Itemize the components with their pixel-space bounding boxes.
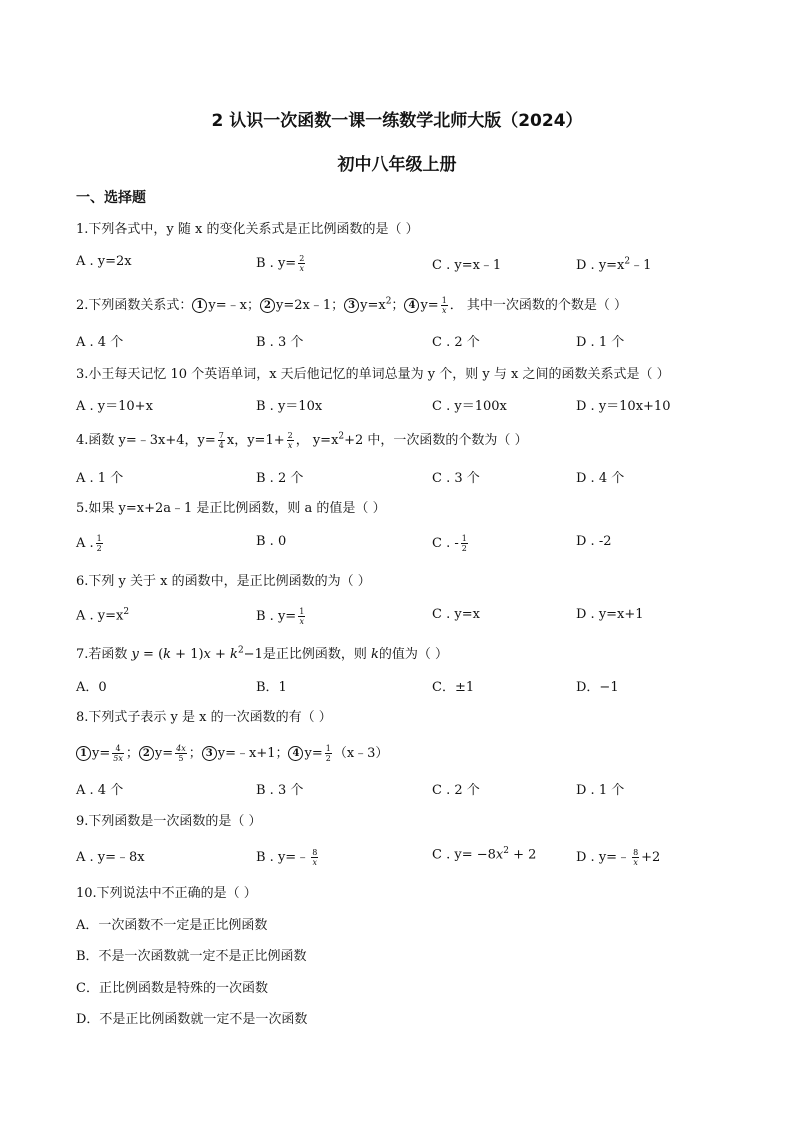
question-2-stem xyxy=(76,294,627,315)
exponent: 2 xyxy=(503,846,509,856)
option-d-suffix: +2 xyxy=(641,850,661,865)
numerator: 1 xyxy=(461,534,467,543)
question-1-options xyxy=(0,254,794,276)
option-d: D . 1 个 xyxy=(576,783,625,798)
math-var: k xyxy=(230,647,238,662)
math-var: x xyxy=(495,847,504,863)
item-3: y=x xyxy=(360,298,386,313)
stem-part-5: −1是正比例函数，则 xyxy=(243,647,371,662)
numerator: 8 xyxy=(312,848,318,857)
option-c: C . y=x﹣1 xyxy=(432,258,502,273)
fraction xyxy=(175,744,187,763)
numerator: 4 xyxy=(112,744,124,754)
option-c: C . 2 个 xyxy=(432,335,480,350)
question-7-options xyxy=(0,676,794,698)
numerator: 2 xyxy=(299,254,305,263)
item-4: y= xyxy=(420,298,439,313)
section-heading: 一、选择题 xyxy=(76,190,146,206)
stem-part-2: = ( xyxy=(138,647,164,662)
option-c: C . y＝100x xyxy=(432,399,507,414)
denominator: 5x xyxy=(113,754,123,763)
option-b-text: B . y= xyxy=(256,256,297,271)
denominator: 5 xyxy=(178,754,184,763)
option-b: B . 3 个 xyxy=(256,783,304,798)
option-b: B . y＝10x xyxy=(256,399,323,414)
option-a: A . y=﹣8x xyxy=(76,850,145,865)
denominator: 2 xyxy=(461,544,467,553)
denominator: 4 xyxy=(218,441,224,450)
option-b-text: B . y= xyxy=(256,609,297,624)
stem-part-4: + xyxy=(210,647,231,662)
question-7-stem xyxy=(76,643,448,662)
option-c-text: C . - xyxy=(432,536,459,551)
question-9-stem: 9.下列函数是一次函数的是（ ） xyxy=(76,814,262,829)
option-d-suffix: ﹣1 xyxy=(630,258,652,273)
exponent: 2 xyxy=(624,256,631,267)
item-3: y=﹣x+1； xyxy=(217,746,289,761)
exponent: 2 xyxy=(385,296,392,307)
option-d-text: D . y=x xyxy=(576,258,625,273)
statement-d: D．不是正比例函数就一定不是一次函数 xyxy=(76,1012,308,1027)
option-a: A . 4 个 xyxy=(76,783,124,798)
question-5-options xyxy=(0,534,794,556)
fraction xyxy=(298,607,305,626)
option-d: D . 4 个 xyxy=(576,471,625,486)
option-b: B . 3 个 xyxy=(256,335,304,350)
option-b xyxy=(256,846,320,867)
denominator: x xyxy=(312,858,317,867)
option-b xyxy=(256,607,307,626)
option-d: D . 1 个 xyxy=(576,335,625,350)
statement-a: A．一次函数不一定是正比例函数 xyxy=(76,918,268,933)
numerator: 1 xyxy=(96,534,102,543)
circled-number-1: 1 xyxy=(192,298,207,313)
option-d: D . y=x+1 xyxy=(576,607,644,622)
option-c: C . y=x xyxy=(432,607,480,622)
item-4: y= xyxy=(304,746,323,761)
item-1-end: ； xyxy=(125,746,139,761)
stem-part-1: 4.函数 y=﹣3x+4，y= xyxy=(76,433,216,448)
option-d: D．−1 xyxy=(576,680,619,695)
item-1: y= xyxy=(92,746,111,761)
question-6-options xyxy=(0,607,794,629)
option-c: C．±1 xyxy=(432,680,475,695)
document-title: 2 认识一次函数一课一练数学北师大版（2024） xyxy=(211,111,583,131)
fraction xyxy=(287,431,294,450)
question-8-options xyxy=(0,779,794,801)
numerator: 1 xyxy=(299,607,305,616)
fraction xyxy=(325,744,332,763)
denominator: x xyxy=(441,306,447,315)
option-a-text: A . xyxy=(76,536,94,551)
option-d-text: D . y=﹣ xyxy=(576,850,631,865)
fraction xyxy=(311,848,318,867)
option-b: B．1 xyxy=(256,680,287,695)
fraction xyxy=(112,744,124,763)
circled-number-2: 2 xyxy=(139,746,154,761)
option-a: A . y＝10+x xyxy=(76,399,153,414)
denominator: x xyxy=(299,617,304,626)
math-var: k xyxy=(163,647,172,662)
stem-part-3: + 1) xyxy=(171,647,204,662)
question-9-options xyxy=(0,846,794,868)
question-4-options xyxy=(0,467,794,489)
fraction xyxy=(298,254,305,273)
option-c xyxy=(432,534,470,553)
option-c-text: C . y= −8 xyxy=(432,847,496,863)
question-1-stem: 1.下列各式中，y 随 x 的变化关系式是正比例函数的是（ ） xyxy=(76,222,419,237)
statement-b: B．不是一次函数就一定不是正比例函数 xyxy=(76,949,307,964)
item-2-end: ； xyxy=(188,746,202,761)
option-d: D . -2 xyxy=(576,534,612,549)
statement-c: C．正比例函数是特殊的一次函数 xyxy=(76,981,268,996)
question-4-stem xyxy=(76,429,528,450)
circled-number-2: 2 xyxy=(260,298,275,313)
option-a xyxy=(76,607,129,623)
question-3-options xyxy=(0,395,794,417)
option-b: B . 2 个 xyxy=(256,471,304,486)
math-var: x xyxy=(203,647,211,662)
item-2: y= xyxy=(154,746,174,761)
numerator: 4x xyxy=(176,744,186,753)
option-b-text: B . y=﹣ xyxy=(256,850,310,865)
exponent: 2 xyxy=(123,607,130,617)
option-a: A . 1 个 xyxy=(76,471,124,486)
item-1: y=﹣x； xyxy=(208,298,260,313)
stem-prefix: 2.下列函数关系式： xyxy=(76,298,193,313)
option-d xyxy=(576,846,660,867)
fraction xyxy=(218,431,225,450)
question-8-items xyxy=(76,742,388,763)
stem-part-6: 的值为（ ） xyxy=(378,647,448,662)
numerator: 1 xyxy=(325,744,331,753)
denominator: x xyxy=(287,441,293,450)
stem-suffix: ． 其中一次函数的个数是（ ） xyxy=(449,298,628,313)
math-var: k xyxy=(370,647,379,662)
item-2: y=2x﹣1； xyxy=(275,298,345,313)
option-d: D . y＝10x+10 xyxy=(576,399,671,414)
circled-number-1: 1 xyxy=(76,746,91,761)
fraction xyxy=(461,534,468,553)
option-c: C . 2 个 xyxy=(432,783,480,798)
option-a xyxy=(76,534,105,553)
stem-part-3: ， y=x xyxy=(295,433,339,448)
exponent: 2 xyxy=(338,431,345,442)
fraction xyxy=(96,534,103,553)
question-3-stem: 3.小王每天记忆 10 个英语单词，x 天后他记忆的单词总量为 y 个，则 y 与 x 之间的函数关系式是（ ） xyxy=(76,367,670,382)
option-c: C . 3 个 xyxy=(432,471,480,486)
circled-number-4: 4 xyxy=(288,746,303,761)
option-c xyxy=(432,846,536,862)
option-a-text: A . y=x xyxy=(76,608,124,624)
option-b xyxy=(256,254,307,273)
denominator: 2 xyxy=(325,754,331,763)
option-d xyxy=(576,254,651,273)
math-var: y xyxy=(131,647,139,662)
numerator: 8 xyxy=(633,848,639,857)
option-c-suffix: + 2 xyxy=(508,847,537,863)
stem-part-4: +2 中，一次函数的个数为（ ） xyxy=(344,433,528,448)
circled-number-3: 3 xyxy=(344,298,359,313)
option-a: A . y=2x xyxy=(76,254,132,269)
question-5-stem: 5.如果 y=x+2a﹣1 是正比例函数，则 a 的值是（ ） xyxy=(76,501,386,516)
stem-part-1: 7.若函数 xyxy=(76,647,132,662)
document-subtitle: 初中八年级上册 xyxy=(337,155,457,175)
stem-part-2: x，y=1+ xyxy=(226,433,285,448)
numerator: 1 xyxy=(441,296,447,305)
numerator: 2 xyxy=(287,431,293,440)
circled-number-4: 4 xyxy=(404,298,419,313)
option-a: A．0 xyxy=(76,680,107,695)
denominator: x xyxy=(633,858,638,867)
circled-number-3: 3 xyxy=(202,746,217,761)
question-6-stem: 6.下列 y 关于 x 的函数中，是正比例函数的为（ ） xyxy=(76,574,371,589)
question-2-options xyxy=(0,331,794,353)
question-8-stem: 8.下列式子表示 y 是 x 的一次函数的有（ ） xyxy=(76,710,332,725)
item-4-end: （x﹣3） xyxy=(333,746,389,761)
option-b: B . 0 xyxy=(256,534,287,549)
denominator: 2 xyxy=(96,544,102,553)
denominator: x xyxy=(299,264,304,273)
numerator: 7 xyxy=(218,431,224,440)
fraction xyxy=(441,296,448,315)
question-10-stem: 10.下列说法中不正确的是（ ） xyxy=(76,886,257,901)
exponent: 2 xyxy=(237,645,244,656)
item-3-end: ； xyxy=(391,298,405,313)
fraction xyxy=(632,848,639,867)
option-a: A . 4 个 xyxy=(76,335,124,350)
